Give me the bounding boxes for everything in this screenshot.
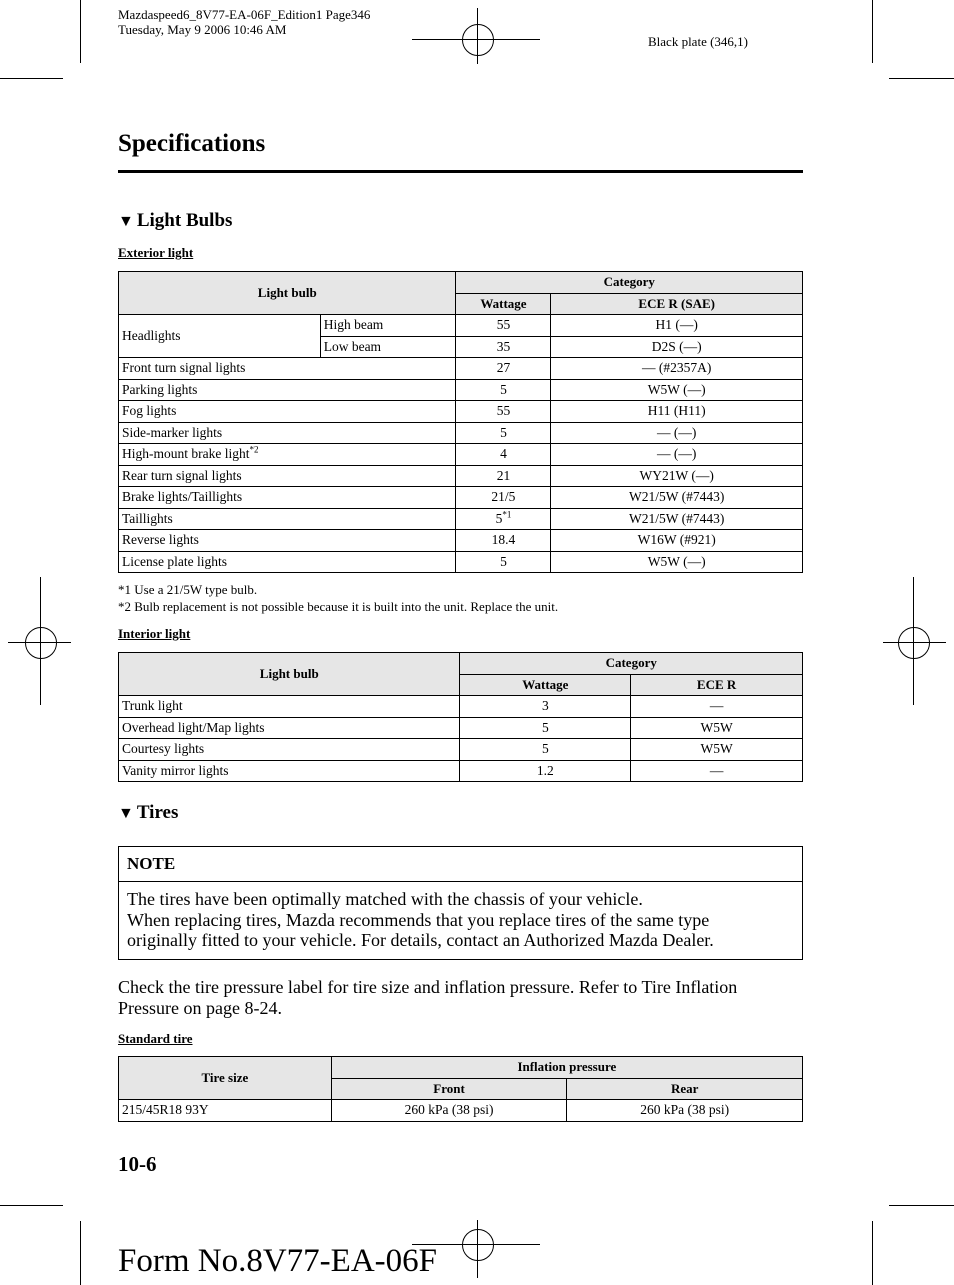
col-header-inflation: Inflation pressure — [331, 1057, 802, 1079]
cell-wattage — [456, 487, 551, 509]
cell-rear — [567, 1100, 803, 1122]
cell-name-text: Courtesy lights — [122, 741, 205, 757]
section-light-bulbs — [118, 210, 232, 232]
footnotes — [118, 581, 558, 615]
cell-wattage-text: 1.2 — [536, 762, 554, 778]
cell-ece-text: — — [709, 762, 724, 778]
col-header-category: Category — [456, 272, 803, 294]
cell-wattage — [456, 465, 551, 487]
crop-mark — [872, 1221, 873, 1285]
crop-mark — [913, 577, 914, 705]
table-row — [119, 530, 803, 552]
cell-wattage-text: 4 — [500, 446, 507, 462]
table-row — [119, 717, 803, 739]
form-number: Form No.8V77-EA-06F — [118, 1243, 437, 1279]
note-box — [118, 846, 803, 960]
cell-wattage-text: 18.4 — [491, 532, 516, 548]
cell-wattage-text: 21 — [496, 467, 511, 483]
table-row — [119, 739, 803, 761]
tire-rows — [119, 1100, 803, 1122]
crop-mark — [477, 8, 478, 64]
note-body — [119, 882, 802, 951]
cell-name — [119, 444, 456, 466]
cell-name — [119, 465, 456, 487]
triangle-down-icon: ▼ — [118, 213, 134, 230]
cell-ece-text: W21/5W (#7443) — [629, 489, 725, 505]
cell-name — [119, 401, 456, 423]
cell-front — [331, 1100, 567, 1122]
col-header-wattage: Wattage — [456, 293, 551, 315]
cell-name-text: Rear turn signal lights — [122, 467, 242, 483]
cell-wattage-text: 5 — [500, 424, 507, 440]
cell-name — [119, 696, 460, 718]
table-row — [119, 487, 803, 509]
cell-wattage-text: 55 — [496, 403, 511, 419]
col-header-rear: Rear — [567, 1078, 803, 1100]
crop-mark — [889, 78, 954, 79]
cell-ece — [551, 379, 803, 401]
cell-wattage-text: 5 — [500, 381, 507, 397]
note-line: The tires have been optimally matched with the chassis of your vehicle. — [127, 889, 643, 909]
cell-ece-text: W5W (—) — [647, 381, 706, 397]
footnote-2: *2 Bulb replacement is not possible because it is built into the unit. Replace the unit. — [118, 599, 559, 614]
cell-name-text: Parking lights — [122, 381, 198, 397]
crop-mark — [477, 1220, 478, 1278]
cell-name — [119, 379, 456, 401]
crop-mark — [40, 577, 41, 705]
cell-ece-text: W5W — [700, 719, 733, 735]
cell-name-text: License plate lights — [122, 553, 227, 569]
cell-name-text: Brake lights/Taillights — [122, 489, 243, 505]
cell-ece — [551, 444, 803, 466]
section-title: Tires — [136, 802, 179, 823]
cell-beam: Low beam — [320, 336, 456, 358]
note-line: originally fitted to your vehicle. For details, contact an Authorized Mazda Dealer. — [127, 930, 714, 950]
cell-wattage: 55 — [456, 315, 551, 337]
cell-name — [119, 530, 456, 552]
subheading-standard-tire: Standard tire — [118, 1031, 193, 1046]
table-row — [119, 358, 803, 380]
paragraph-line: Check the tire pressure label for tire size and inflation pressure. Refer to Tire Inflation — [118, 977, 738, 997]
cell-beam: High beam — [320, 315, 456, 337]
cell-name-text: Reverse lights — [122, 532, 199, 548]
cell-ece — [551, 530, 803, 552]
page-title: Specifications — [118, 130, 266, 157]
note-line: When replacing tires, Mazda recommends that you replace tires of the same type — [127, 909, 710, 930]
cell-wattage — [460, 739, 631, 761]
table-row — [119, 379, 803, 401]
plate-label: Black plate (346,1) — [648, 34, 748, 49]
cell-name — [119, 422, 456, 444]
cell-ece — [551, 401, 803, 423]
cell-wattage-text: 5 — [541, 741, 549, 757]
cell-name-text: Vanity mirror lights — [122, 762, 229, 778]
date-line: Tuesday, May 9 2006 10:46 AM — [118, 22, 287, 37]
cell-ece-text: W16W (#921) — [637, 532, 716, 548]
crop-mark — [80, 1221, 81, 1285]
triangle-down-icon: ▼ — [118, 805, 134, 822]
cell-name — [119, 739, 460, 761]
exterior-light-table — [118, 271, 803, 573]
cell-ece — [551, 508, 803, 530]
cell-tire-size-text: 215/45R18 93Y — [122, 1102, 209, 1118]
footnote-1: *1 Use a 21/5W type bulb. — [118, 582, 258, 597]
crop-mark — [0, 1205, 63, 1206]
tire-paragraph — [118, 977, 737, 1019]
cell-ece-text: — (—) — [657, 424, 697, 440]
cell-ece-text: — (—) — [657, 446, 697, 462]
cell-wattage — [460, 760, 631, 782]
cell-wattage — [456, 401, 551, 423]
file-line: Mazdaspeed6_8V77-EA-06F_Edition1 Page346 — [118, 7, 371, 22]
table-row — [119, 444, 803, 466]
cell-wattage-text: 27 — [496, 360, 511, 376]
cell-wattage-text: 3 — [541, 698, 549, 714]
col-header-wattage: Wattage — [460, 674, 631, 696]
exterior-rows — [119, 358, 803, 573]
cell-front-text: 260 kPa (38 psi) — [404, 1102, 494, 1118]
cell-name-text: Trunk light — [122, 698, 183, 714]
cell-name-text: Taillights — [122, 510, 173, 526]
cell-rear-text: 260 kPa (38 psi) — [640, 1102, 730, 1118]
table-row — [119, 551, 803, 573]
registration-mark-icon — [462, 24, 494, 56]
crop-mark — [0, 78, 63, 79]
cell-name — [119, 760, 460, 782]
cell-wattage — [460, 717, 631, 739]
cell-ece — [551, 487, 803, 509]
cell-ece-text: WY21W (—) — [639, 467, 714, 483]
cell-wattage — [456, 530, 551, 552]
cell-ece-text: W21/5W (#7443) — [629, 510, 725, 526]
section-title: Light Bulbs — [136, 210, 233, 231]
cell-name-text: Front turn signal lights — [122, 360, 246, 376]
cell-wattage-text: 5 — [495, 510, 503, 526]
page-number: 10-6 — [118, 1152, 157, 1176]
cell-wattage: 35 — [456, 336, 551, 358]
cell-wattage — [456, 422, 551, 444]
table-row — [119, 696, 803, 718]
interior-light-table — [118, 652, 803, 782]
cell-ece-text: H11 (H11) — [647, 403, 706, 419]
cell-ece: D2S (—) — [551, 336, 803, 358]
cell-ece — [631, 739, 803, 761]
crop-mark — [80, 0, 81, 63]
cell-name — [119, 487, 456, 509]
registration-mark-icon — [25, 627, 57, 659]
cell-wattage-text: 21/5 — [491, 489, 516, 505]
cell-wattage — [456, 379, 551, 401]
cell-ece-text: — — [709, 698, 724, 714]
cell-headlights: Headlights — [119, 315, 321, 358]
cell-tire-size — [119, 1100, 332, 1122]
paragraph-line: Pressure on page 8-24. — [118, 998, 282, 1018]
print-header — [118, 7, 370, 37]
cell-wattage-text: 5 — [541, 719, 549, 735]
cell-ece — [551, 551, 803, 573]
col-header-front: Front — [331, 1078, 567, 1100]
cell-name — [119, 358, 456, 380]
title-rule — [118, 170, 803, 173]
cell-name-text: High-mount brake light — [122, 446, 250, 462]
cell-wattage — [456, 508, 551, 530]
note-title: NOTE — [119, 847, 802, 882]
cell-ece-text: — (#2357A) — [642, 360, 712, 376]
cell-ece-text: W5W (—) — [647, 553, 706, 569]
crop-mark — [889, 1205, 954, 1206]
table-row — [119, 315, 803, 337]
cell-name-text: Fog lights — [122, 403, 177, 419]
cell-ece — [551, 358, 803, 380]
footnote-marker: *2 — [249, 444, 259, 455]
cell-name — [119, 508, 456, 530]
registration-mark-icon — [462, 1229, 494, 1261]
cell-ece: H1 (—) — [551, 315, 803, 337]
standard-tire-table — [118, 1056, 803, 1122]
crop-mark — [872, 0, 873, 63]
cell-name — [119, 551, 456, 573]
cell-wattage — [456, 551, 551, 573]
col-header-ece: ECE R (SAE) — [551, 293, 803, 315]
cell-name-text: Side-marker lights — [122, 424, 223, 440]
table-row — [119, 401, 803, 423]
cell-ece — [631, 717, 803, 739]
registration-mark-icon — [898, 627, 930, 659]
section-tires — [118, 802, 178, 824]
cell-ece — [631, 696, 803, 718]
cell-wattage — [456, 358, 551, 380]
col-header-light-bulb: Light bulb — [119, 653, 460, 696]
cell-ece — [631, 760, 803, 782]
cell-ece — [551, 465, 803, 487]
cell-wattage — [456, 444, 551, 466]
cell-wattage — [460, 696, 631, 718]
interior-rows — [119, 696, 803, 782]
table-row — [119, 508, 803, 530]
cell-name-text: Overhead light/Map lights — [122, 719, 265, 735]
crop-mark — [883, 642, 946, 643]
crop-mark — [412, 39, 540, 40]
table-row — [119, 422, 803, 444]
subheading-interior: Interior light — [118, 626, 191, 641]
col-header-ece: ECE R — [631, 674, 803, 696]
cell-name — [119, 717, 460, 739]
subheading-exterior: Exterior light — [118, 245, 194, 260]
cell-ece-text: W5W — [700, 741, 733, 757]
cell-ece — [551, 422, 803, 444]
col-header-tire-size: Tire size — [119, 1057, 332, 1100]
table-row — [119, 1100, 803, 1122]
footnote-marker: *1 — [502, 509, 512, 520]
table-row — [119, 760, 803, 782]
col-header-category: Category — [460, 653, 803, 675]
col-header-light-bulb: Light bulb — [119, 272, 456, 315]
table-row — [119, 465, 803, 487]
cell-wattage-text: 5 — [500, 553, 507, 569]
